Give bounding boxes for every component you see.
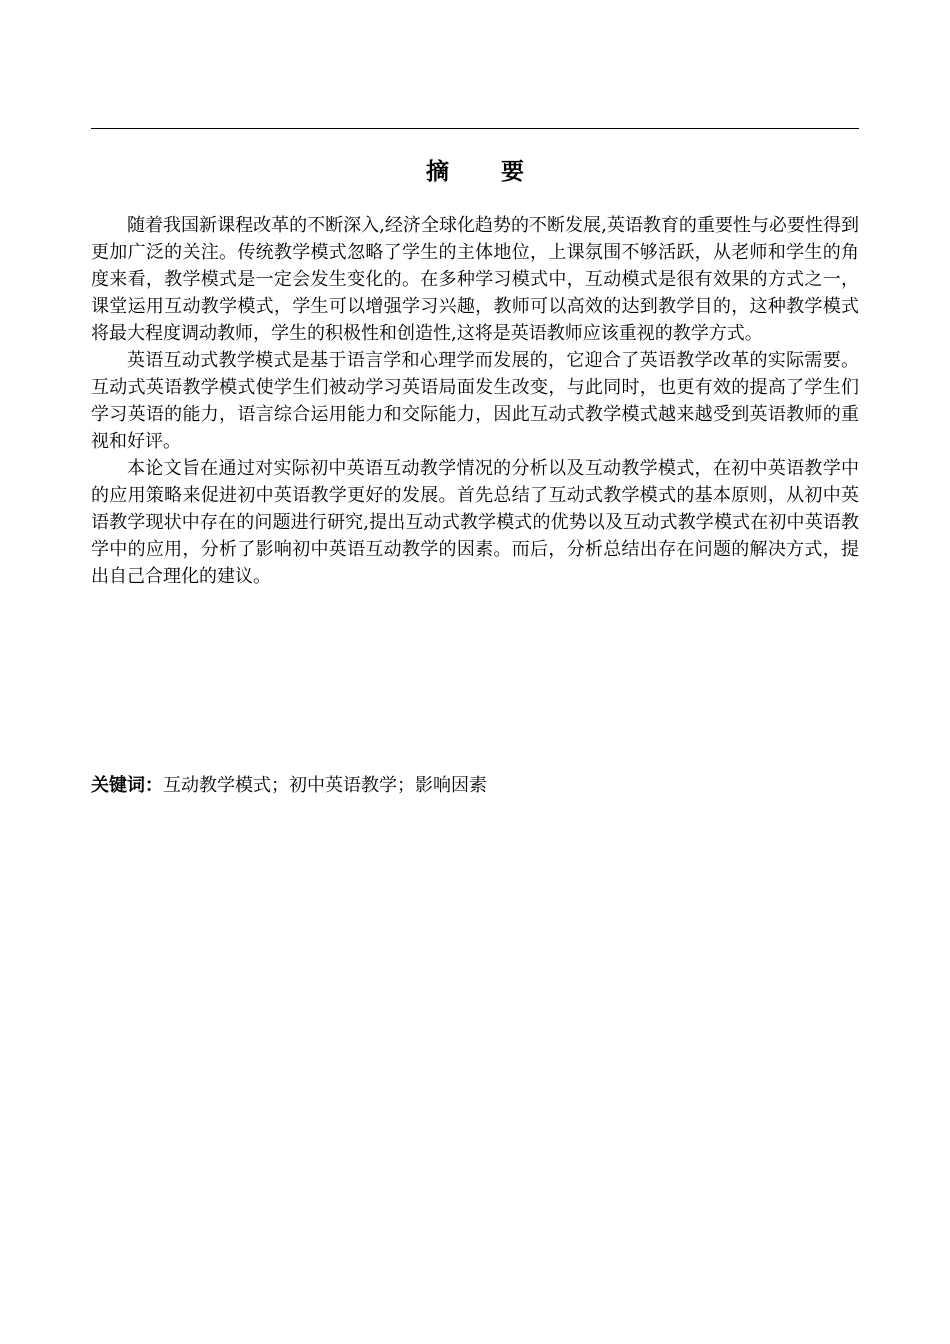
keywords-value: 互动教学模式；初中英语教学；影响因素 [163, 775, 487, 796]
abstract-body [91, 212, 859, 590]
abstract-paragraph-3: 本论文旨在通过对实际初中英语互动教学情况的分析以及互动教学模式，在初中英语教学中的应用策略来促进初中英语教学更好的发展。首先总结了互动式教学模式的基本原则，从初中英语教学现状中存在的问题进行研究,提出互动式教学模式的优势以及互动式教学模式在初中英语教学中的应用，分析了影响初中英语互动教学的因素。而后，分析总结出存在问题的解决方式，提出自己合理化的建议。 [91, 458, 859, 587]
keywords-line [91, 772, 859, 799]
keywords-label: 关键词： [91, 775, 163, 796]
abstract-title: 摘要 [426, 159, 576, 185]
abstract-paragraph-1: 随着我国新课程改革的不断深入,经济全球化趋势的不断发展,英语教育的重要性与必要性得到更加广泛的关注。传统教学模式忽略了学生的主体地位，上课氛围不够活跃，从老师和学生的角度来看，教学模式是一定会发生变化的。在多种学习模式中，互动模式是很有效果的方式之一，课堂运用互动教学模式，学生可以增强学习兴趣，教师可以高效的达到教学目的，这种教学模式将最大程度调动教师，学生的积极性和创造性,这将是英语教师应该重视的教学方式。 [91, 215, 859, 344]
abstract-paragraph-2: 英语互动式教学模式是基于语言学和心理学而发展的，它迎合了英语教学改革的实际需要。互动式英语教学模式使学生们被动学习英语局面发生改变，与此同时，也更有效的提高了学生们学习英语的能力，语言综合运用能力和交际能力，因此互动式教学模式越来越受到英语教师的重视和好评。 [91, 350, 859, 452]
header-rule [91, 128, 859, 129]
